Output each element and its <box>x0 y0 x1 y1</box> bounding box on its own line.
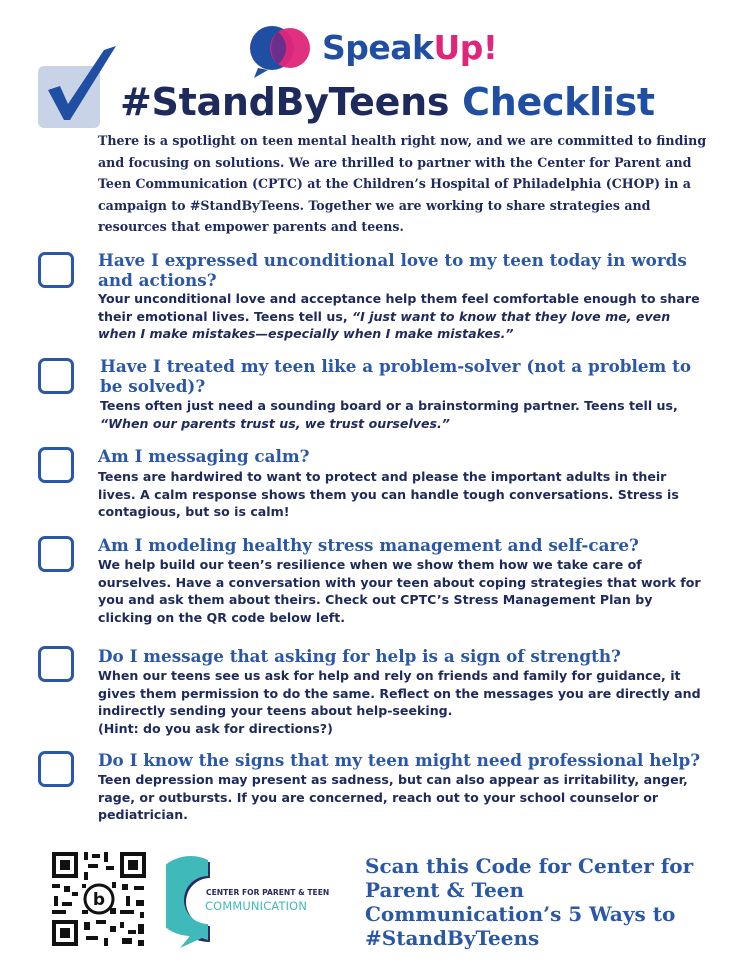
checkbox-item-5[interactable] <box>38 646 74 682</box>
qr-code-icon[interactable] <box>50 850 148 948</box>
cptc-name-line2: COMMUNICATION <box>205 899 308 913</box>
answer-2 <box>100 397 710 432</box>
question-6: Do I know the signs that my teen might need professional help? <box>98 750 701 770</box>
answer-5-hint: (Hint: do you ask for directions?) <box>98 720 333 736</box>
wordmark-up: Up! <box>433 28 498 67</box>
answer-1 <box>98 290 708 343</box>
answer-2-text: Teens often just need a sounding board or a brainstorming partner. Teens tell us, <box>100 398 678 413</box>
checkbox-item-2[interactable] <box>38 358 74 394</box>
answer-1-text: Your unconditional love and acceptance help them feel comfortable enough to share their emotional lives. Teens tell us, <box>98 291 700 324</box>
scan-code-callout: Scan this Code for Center for Parent & Teen Communication’s 5 Ways to #StandByTeens <box>365 854 694 950</box>
question-4: Am I modeling healthy stress management and self-care? <box>98 535 639 555</box>
checked-box-icon <box>38 46 118 130</box>
answer-6: Teen depression may present as sadness, but can also appear as irritability, anger, rage, or outbursts. If you are concerned, reach out to your school counselor or pediatrician. <box>98 772 688 823</box>
title-hashtag: #StandByTeens <box>120 80 450 124</box>
checkbox-item-3[interactable] <box>38 447 74 483</box>
answer-5 <box>98 667 708 737</box>
answer-1-quote: “I just want to know that they love me, even when I make mistakes—especially when I make mistakes.” <box>98 308 671 342</box>
answer-3: Teens are hardwired to want to protect and please the important adults in their lives. A calm response shows them you can handle tough conversations. Stress is contagious, but so is calm! <box>98 469 679 520</box>
cptc-name-line1: CENTER FOR PARENT & TEEN <box>206 888 330 897</box>
checkbox-item-6[interactable] <box>38 751 74 787</box>
checkbox-item-1[interactable] <box>38 252 74 288</box>
question-2: Have I treated my teen like a problem-solver (not a problem to be solved)? <box>100 356 692 396</box>
speakup-logo-icon <box>248 24 318 80</box>
checkbox-item-4[interactable] <box>38 536 74 572</box>
speakup-wordmark <box>322 28 497 67</box>
title-checklist: Checklist <box>462 80 655 124</box>
question-3: Am I messaging calm? <box>98 446 310 466</box>
question-5: Do I message that asking for help is a sign of strength? <box>98 646 621 666</box>
intro-paragraph: There is a spotlight on teen mental health right now, and we are committed to finding and focusing on solutions. We are thrilled to partner with the Center for Parent and Teen Communication (CPTC) at the Children’s Hospital of Philadelphia (CHOP) in a campaign to #StandByTeens. Together we are working to share strategies and resources that empower parents and teens. <box>98 133 707 235</box>
svg-text:b: b <box>92 890 106 910</box>
answer-5-text: When our teens see us ask for help and rely on friends and family for guidance, it gives them permission to do the same. Reflect on the messages you are directly and indirectly sending your teens about help-seeking. <box>98 668 701 719</box>
question-1: Have I expressed unconditional love to my teen today in words and actions? <box>98 250 687 290</box>
wordmark-speak: Speak <box>322 28 434 67</box>
answer-4: We help build our teen’s resilience when we show them how we take care of ourselves. Have a conversation with your teen about coping strategies that work for you and ask them about theirs. Check out CPTC’s Stress Management Plan by clicking on the QR code below left. <box>98 557 701 625</box>
answer-2-quote: “When our parents trust us, we trust ourselves.” <box>100 415 450 431</box>
page-title <box>120 80 655 124</box>
